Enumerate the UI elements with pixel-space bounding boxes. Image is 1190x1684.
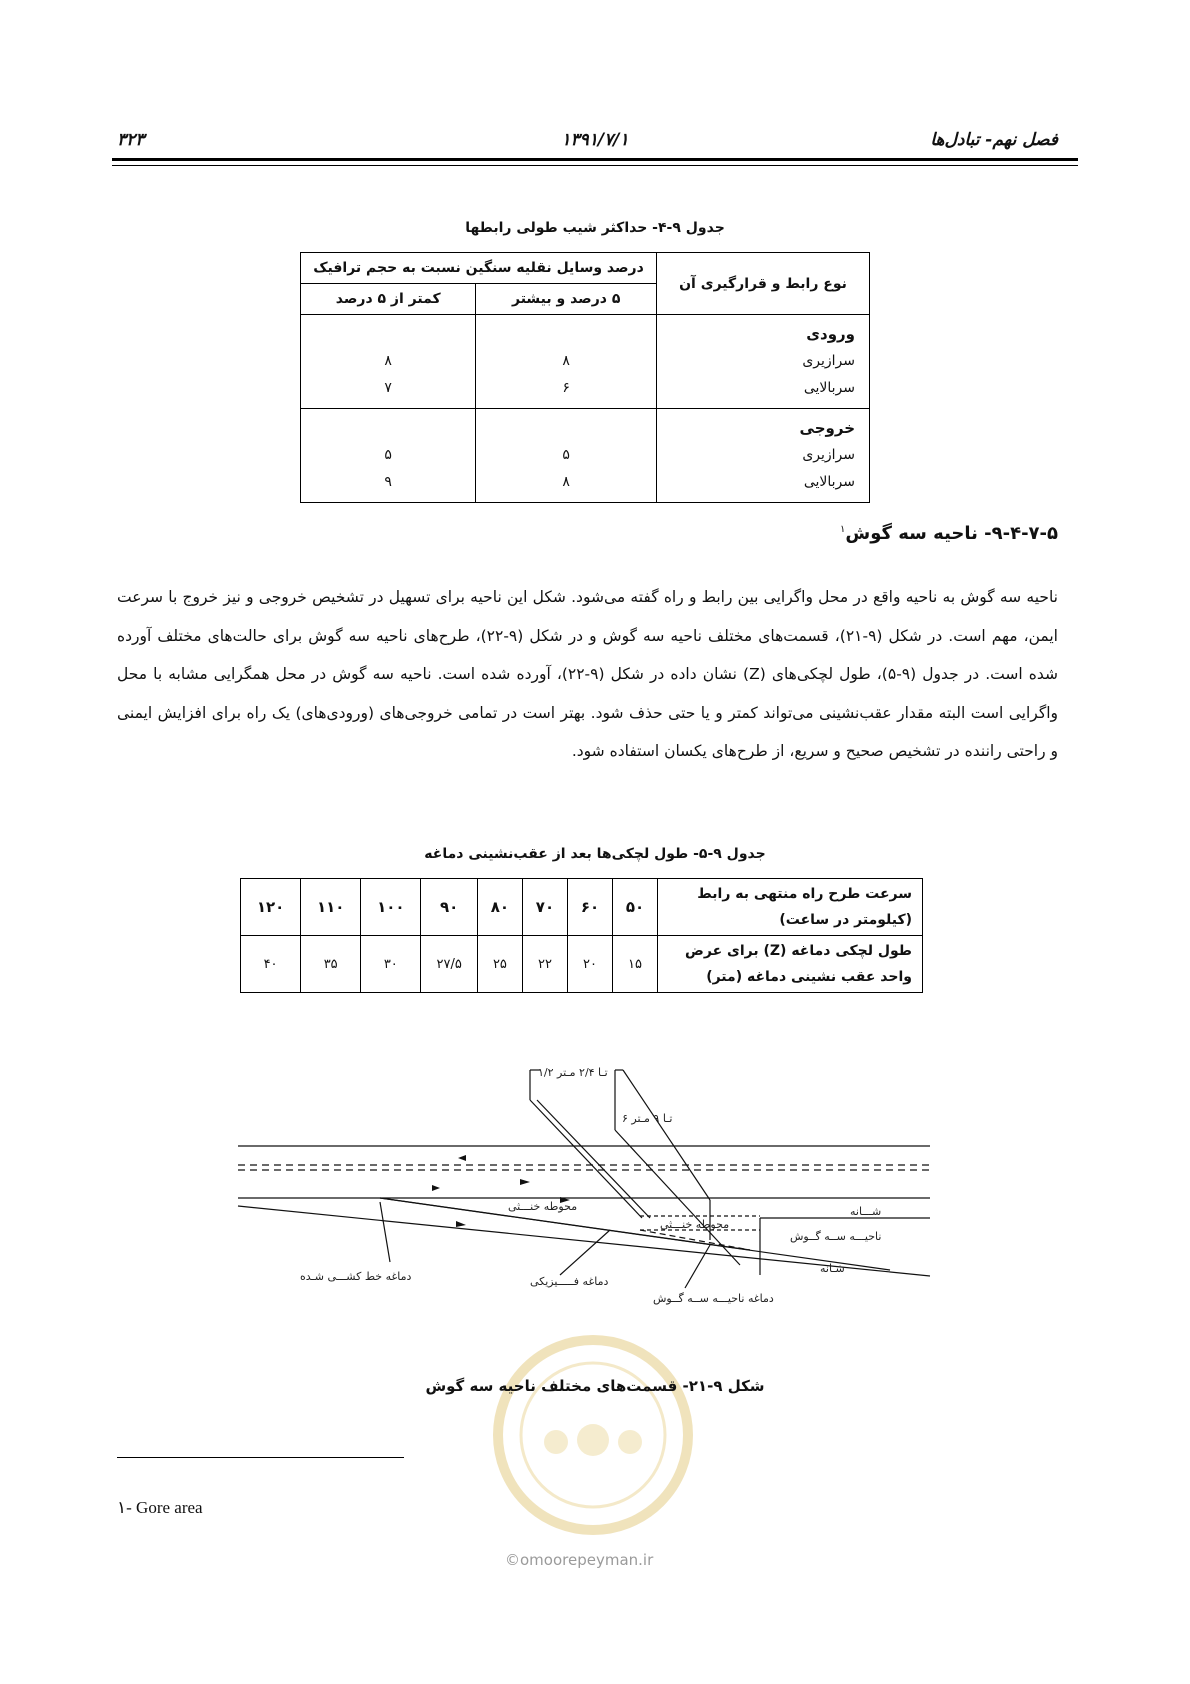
footnote-rule bbox=[117, 1457, 404, 1458]
label-neutral-area: محوطه خنـــثی bbox=[508, 1200, 578, 1213]
value: ۸ bbox=[562, 353, 570, 369]
copyright-icon: © bbox=[505, 1551, 520, 1569]
label-offset-small: ۱/۲ تـا ۲/۴ مـتر bbox=[538, 1066, 608, 1079]
traffic-arrows bbox=[432, 1155, 570, 1227]
speed-cell: ۹۰ bbox=[421, 879, 478, 936]
group-name: خروجی bbox=[799, 419, 855, 437]
page-number: ۳۲۳ bbox=[117, 130, 145, 150]
row-label: سرازیری bbox=[802, 353, 855, 369]
length-cell: ۲۰ bbox=[567, 936, 612, 993]
label-neutral-area: محوطه خنـــثی bbox=[660, 1218, 730, 1231]
length-cell: ۳۰ bbox=[361, 936, 421, 993]
label-offset-large: ۶ تـا ۹ مـتر bbox=[622, 1112, 673, 1125]
value: ۵ bbox=[562, 447, 570, 463]
body-paragraph: ناحیه سه گوش به ناحیه واقع در محل واگرایی بین رابط و راه گفته می‌شود. شکل این ناحیه برای تسهیل در تشخیص خروجی و نیز خروج با سرعت ایمن، مهم است. در شکل (۹-۲۱)، قسمت‌های مختلف ناحیه سه گوش و در شکل (۹-۲۲)، طرح‌های ناحیه سه گوش برای حالت‌های مختلف آورده شده است. در جدول (۹-۵)، طول لچکی‌های (Z) نشان داده در شکل (۹-۲۲)، آورده شده است. ناحیه سه گوش در محل همگرایی مشابه با محل واگرایی است البته مقدار عقب‌نشینی می‌تواند کمتر و یا حتی حذف شود. بهتر است در تمامی خروجی‌های (ورودی‌های) یک راه برای افزایش ایمنی و راحتی راننده در تشخیص صحیح و سریع، از طرح‌های یکسان استفاده شود. bbox=[117, 588, 1058, 760]
label-shoulder-bottom: شـانه bbox=[820, 1262, 845, 1275]
t1-col-low: کمتر از ۵ درصد bbox=[301, 284, 476, 315]
table-row bbox=[241, 879, 923, 936]
leader-line bbox=[380, 1202, 390, 1262]
row-label: سرازیری bbox=[802, 447, 855, 463]
t1-col-high: ۵ درصد و بیشتر bbox=[476, 284, 657, 315]
t1-low-cell bbox=[301, 315, 476, 409]
label-shoulder-top: شـــانه bbox=[850, 1205, 882, 1218]
length-cell: ۲۵ bbox=[477, 936, 522, 993]
watermark-text: omoorepeyman.ir bbox=[520, 1551, 654, 1569]
length-cell: ۲۲ bbox=[522, 936, 567, 993]
watermark-url bbox=[505, 1551, 653, 1569]
figure-caption: شکل ۹-۲۱- قسمت‌های مختلف ناحیه سه گوش bbox=[425, 1377, 765, 1395]
t1-type-cell bbox=[657, 315, 870, 409]
table2-caption: جدول ۹-۵- طول لچکی‌ها بعد از عقب‌نشینی دماغه bbox=[424, 846, 766, 862]
speed-cell: ۱۰۰ bbox=[361, 879, 421, 936]
length-cell: ۲۷/۵ bbox=[421, 936, 478, 993]
table-row bbox=[241, 936, 923, 993]
leader-line bbox=[560, 1230, 610, 1275]
length-cell: ۱۵ bbox=[612, 936, 657, 993]
value: ۸ bbox=[384, 353, 392, 369]
group-name: ورودی bbox=[806, 325, 855, 343]
value: ۶ bbox=[562, 380, 570, 396]
dim-line bbox=[623, 1070, 710, 1200]
t1-high-cell bbox=[476, 409, 657, 503]
t1-col-group: درصد وسایل نقلیه سنگین نسبت به حجم ترافیک bbox=[301, 253, 657, 284]
t2-row1-label: سرعت طرح راه منتهی به رابط (کیلومتر در ساعت) bbox=[658, 879, 923, 936]
section-title: ۹-۴-۷-۵- ناحیه سه گوش bbox=[845, 523, 1058, 544]
t1-col-type: نوع رابط و قرارگیری آن bbox=[657, 253, 870, 315]
speed-cell: ۵۰ bbox=[612, 879, 657, 936]
gore-area-diagram bbox=[230, 1040, 950, 1340]
label-painted-nose: دماغه خط کشـــی شـده bbox=[300, 1270, 412, 1283]
speed-cell: ۱۲۰ bbox=[241, 879, 301, 936]
footnote-mark: ۱ bbox=[840, 524, 846, 535]
t1-type-cell bbox=[657, 409, 870, 503]
value: ۹ bbox=[384, 474, 392, 490]
speed-cell: ۱۱۰ bbox=[301, 879, 361, 936]
table-row bbox=[301, 315, 870, 409]
value: ۸ bbox=[562, 474, 570, 490]
section-heading bbox=[840, 523, 1058, 544]
header-date: ۱۳۹۱/۷/۱ bbox=[561, 130, 629, 150]
t1-low-cell bbox=[301, 409, 476, 503]
length-cell: ۴۰ bbox=[241, 936, 301, 993]
table-max-grade bbox=[300, 252, 870, 503]
length-cell: ۳۵ bbox=[301, 936, 361, 993]
neutral-area-line bbox=[640, 1230, 750, 1250]
header-rule-thick bbox=[112, 158, 1078, 161]
footnote: ۱- Gore area bbox=[117, 1498, 203, 1517]
header-rule-thin bbox=[112, 165, 1078, 166]
speed-cell: ۸۰ bbox=[477, 879, 522, 936]
value: ۷ bbox=[384, 380, 392, 396]
row-label: سربالایی bbox=[803, 380, 855, 396]
watermark-stamp bbox=[488, 1330, 698, 1540]
value: ۵ bbox=[384, 447, 392, 463]
speed-cell: ۶۰ bbox=[567, 879, 612, 936]
table-taper-length bbox=[240, 878, 923, 993]
speed-cell: ۷۰ bbox=[522, 879, 567, 936]
table-row bbox=[301, 409, 870, 503]
table1-caption: جدول ۹-۴- حداکثر شیب طولی رابطها bbox=[465, 220, 725, 236]
t2-row2-label: طول لچکی دماغه (Z) برای عرض واحد عقب نشینی دماغه (متر) bbox=[658, 936, 923, 993]
label-gore-nose: دماغه ناحیـــه ســه گــوش bbox=[653, 1292, 774, 1305]
row-label: سربالایی bbox=[803, 474, 855, 490]
label-physical-nose: دماغه فـــــیزیکی bbox=[530, 1275, 609, 1288]
label-gore-area: ناحیـــه ســه گــوش bbox=[790, 1230, 882, 1243]
t1-high-cell bbox=[476, 315, 657, 409]
chapter-title: فصل نهم- تبادل‌ها bbox=[930, 130, 1058, 150]
